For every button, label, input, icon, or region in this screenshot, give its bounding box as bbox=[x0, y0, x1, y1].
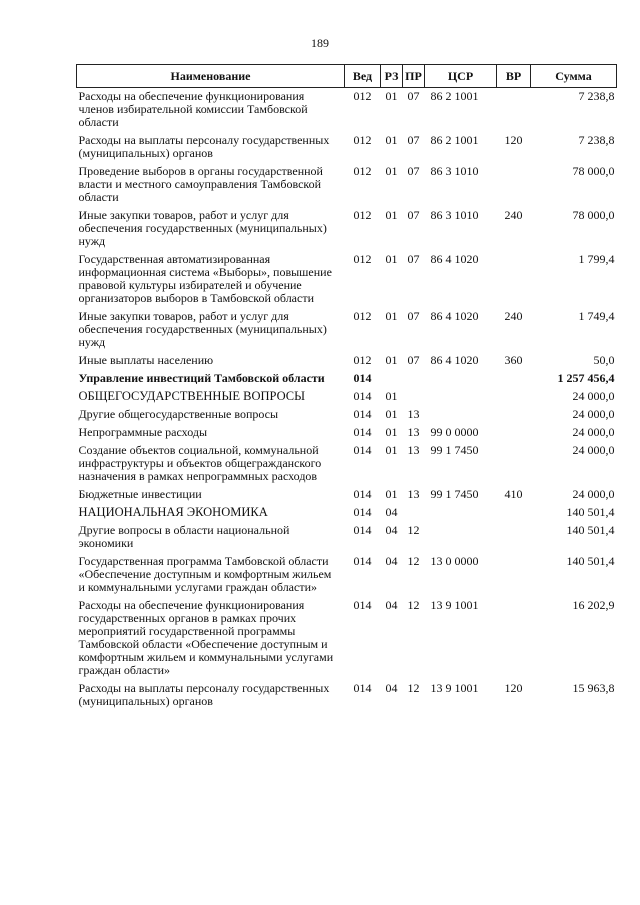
cell-pr: 07 bbox=[407, 133, 420, 147]
cell-ved: 014 bbox=[353, 443, 372, 457]
cell-ved: 014 bbox=[353, 425, 372, 439]
cell-ved: 012 bbox=[353, 89, 372, 103]
cell-pr: 12 bbox=[407, 598, 420, 612]
cell-ved: 014 bbox=[353, 598, 372, 612]
table-header-row bbox=[77, 65, 617, 88]
cell-vr bbox=[497, 442, 531, 486]
table-row bbox=[77, 442, 617, 486]
cell-name: ОБЩЕГОСУДАРСТВЕННЫЕ ВОПРОСЫ bbox=[78, 389, 306, 403]
table-row bbox=[77, 370, 617, 388]
cell-ved: 012 bbox=[353, 252, 372, 266]
cell-vr bbox=[497, 424, 531, 442]
table-row bbox=[77, 251, 617, 308]
cell-pr bbox=[403, 370, 425, 388]
cell-ved: 014 bbox=[353, 681, 372, 695]
cell-rz: 04 bbox=[385, 523, 398, 537]
cell-pr: 13 bbox=[407, 487, 420, 501]
cell-rz: 01 bbox=[385, 309, 398, 323]
cell-pr bbox=[403, 504, 425, 522]
table-row bbox=[77, 406, 617, 424]
cell-ved: 014 bbox=[353, 505, 372, 519]
cell-csr: 99 1 7450 bbox=[430, 487, 479, 501]
cell-rz bbox=[381, 370, 403, 388]
table-row bbox=[77, 522, 617, 553]
cell-pr: 13 bbox=[407, 425, 420, 439]
header-csr: ЦСР bbox=[425, 65, 497, 88]
cell-ved: 012 bbox=[353, 133, 372, 147]
cell-vr bbox=[497, 163, 531, 207]
cell-rz: 01 bbox=[385, 208, 398, 222]
table-row bbox=[77, 352, 617, 370]
cell-rz: 01 bbox=[385, 133, 398, 147]
cell-ved: 012 bbox=[353, 309, 372, 323]
cell-sum: 78 000,0 bbox=[572, 164, 615, 178]
cell-sum: 16 202,9 bbox=[572, 598, 615, 612]
cell-vr bbox=[497, 553, 531, 597]
cell-sum: 24 000,0 bbox=[572, 425, 615, 439]
table-row bbox=[77, 424, 617, 442]
cell-rz: 01 bbox=[385, 252, 398, 266]
cell-sum: 78 000,0 bbox=[572, 208, 615, 222]
cell-rz: 01 bbox=[385, 425, 398, 439]
page-number: 189 bbox=[311, 36, 329, 50]
table-row bbox=[77, 163, 617, 207]
cell-name: Бюджетные инвестиции bbox=[78, 487, 202, 501]
cell-vr bbox=[497, 406, 531, 424]
cell-csr bbox=[425, 388, 497, 406]
cell-ved: 014 bbox=[353, 554, 372, 568]
cell-vr bbox=[497, 522, 531, 553]
table-row bbox=[77, 553, 617, 597]
cell-vr: 240 bbox=[504, 309, 523, 323]
cell-csr: 86 4 1020 bbox=[430, 353, 479, 367]
cell-rz: 04 bbox=[385, 681, 398, 695]
cell-sum: 1 799,4 bbox=[578, 252, 615, 266]
cell-csr: 86 4 1020 bbox=[430, 309, 479, 323]
cell-csr: 13 0 0000 bbox=[430, 554, 479, 568]
cell-vr: 360 bbox=[504, 353, 523, 367]
cell-sum: 140 501,4 bbox=[566, 523, 615, 537]
cell-csr bbox=[425, 522, 497, 553]
cell-vr bbox=[497, 388, 531, 406]
cell-csr bbox=[425, 406, 497, 424]
table-row bbox=[77, 597, 617, 680]
table-row bbox=[77, 308, 617, 352]
cell-vr bbox=[497, 370, 531, 388]
table-row bbox=[77, 680, 617, 711]
cell-sum: 24 000,0 bbox=[572, 389, 615, 403]
cell-pr bbox=[403, 388, 425, 406]
cell-vr bbox=[497, 251, 531, 308]
cell-csr: 99 0 0000 bbox=[430, 425, 479, 439]
cell-rz: 04 bbox=[385, 598, 398, 612]
cell-csr: 86 2 1001 bbox=[430, 133, 479, 147]
header-ved: Вед bbox=[345, 65, 381, 88]
cell-sum: 1 257 456,4 bbox=[557, 371, 615, 385]
cell-name: НАЦИОНАЛЬНАЯ ЭКОНОМИКА bbox=[78, 505, 268, 519]
cell-vr bbox=[497, 504, 531, 522]
table-row bbox=[77, 388, 617, 406]
cell-vr: 120 bbox=[504, 133, 523, 147]
table-row bbox=[77, 88, 617, 133]
cell-pr: 07 bbox=[407, 309, 420, 323]
cell-ved: 014 bbox=[353, 523, 372, 537]
header-sum: Сумма bbox=[531, 65, 617, 88]
cell-pr: 12 bbox=[407, 681, 420, 695]
cell-csr: 86 3 1010 bbox=[430, 164, 479, 178]
cell-ved: 012 bbox=[353, 164, 372, 178]
cell-sum: 7 238,8 bbox=[578, 89, 615, 103]
cell-vr: 410 bbox=[504, 487, 523, 501]
cell-csr: 86 4 1020 bbox=[430, 252, 479, 266]
cell-vr bbox=[497, 597, 531, 680]
cell-csr: 13 9 1001 bbox=[430, 598, 479, 612]
cell-ved: 014 bbox=[353, 407, 372, 421]
header-name: Наименование bbox=[77, 65, 345, 88]
cell-csr: 86 2 1001 bbox=[430, 89, 479, 103]
cell-name: Создание объектов социальной, коммунальной инфраструктуры и объектов общегражданского назначения в рамках непрограммных расходов bbox=[78, 443, 322, 483]
cell-csr bbox=[425, 370, 497, 388]
table-row bbox=[77, 504, 617, 522]
budget-table bbox=[76, 64, 617, 711]
cell-sum: 140 501,4 bbox=[566, 554, 615, 568]
table-row bbox=[77, 132, 617, 163]
cell-rz: 01 bbox=[385, 407, 398, 421]
cell-rz: 04 bbox=[385, 505, 398, 519]
cell-ved: 012 bbox=[353, 353, 372, 367]
cell-sum: 24 000,0 bbox=[572, 407, 615, 421]
cell-vr: 240 bbox=[504, 208, 523, 222]
cell-pr: 07 bbox=[407, 164, 420, 178]
cell-sum: 24 000,0 bbox=[572, 443, 615, 457]
cell-pr: 07 bbox=[407, 252, 420, 266]
cell-name: Непрограммные расходы bbox=[78, 425, 208, 439]
cell-sum: 24 000,0 bbox=[572, 487, 615, 501]
header-rz: РЗ bbox=[381, 65, 403, 88]
cell-vr bbox=[497, 88, 531, 133]
table-row bbox=[77, 486, 617, 504]
cell-rz: 04 bbox=[385, 554, 398, 568]
cell-pr: 13 bbox=[407, 407, 420, 421]
cell-vr: 120 bbox=[504, 681, 523, 695]
cell-sum: 1 749,4 bbox=[578, 309, 615, 323]
cell-name: Проведение выборов в органы государственной власти и местного самоуправления Тамбовской области bbox=[78, 164, 323, 204]
cell-sum: 7 238,8 bbox=[578, 133, 615, 147]
cell-name: Иные закупки товаров, работ и услуг для обеспечения государственных (муниципальных) нужд bbox=[78, 208, 327, 248]
cell-ved: 012 bbox=[353, 208, 372, 222]
cell-rz: 01 bbox=[385, 353, 398, 367]
cell-csr bbox=[425, 504, 497, 522]
header-pr: ПР bbox=[403, 65, 425, 88]
table-row bbox=[77, 207, 617, 251]
cell-csr: 13 9 1001 bbox=[430, 681, 479, 695]
cell-csr: 99 1 7450 bbox=[430, 443, 479, 457]
cell-sum: 140 501,4 bbox=[566, 505, 615, 519]
cell-ved: 014 bbox=[353, 487, 372, 501]
cell-rz: 01 bbox=[385, 164, 398, 178]
cell-pr: 07 bbox=[407, 353, 420, 367]
cell-name: Иные закупки товаров, работ и услуг для обеспечения государственных (муниципальных) нужд bbox=[78, 309, 327, 349]
cell-name: Государственная программа Тамбовской области «Обеспечение доступным и комфортным жильем и коммунальными услугами граждан области» bbox=[78, 554, 332, 594]
cell-pr: 13 bbox=[407, 443, 420, 457]
cell-name: Расходы на обеспечение функционирования членов избирательной комиссии Тамбовской области bbox=[78, 89, 308, 129]
cell-name: Управление инвестиций Тамбовской области bbox=[78, 371, 325, 385]
cell-csr: 86 3 1010 bbox=[430, 208, 479, 222]
cell-rz: 01 bbox=[385, 389, 398, 403]
cell-sum: 15 963,8 bbox=[572, 681, 615, 695]
cell-name: Другие общегосударственные вопросы bbox=[78, 407, 279, 421]
cell-pr: 07 bbox=[407, 89, 420, 103]
header-vr: ВР bbox=[497, 65, 531, 88]
cell-rz: 01 bbox=[385, 89, 398, 103]
cell-name: Расходы на выплаты персоналу государственных (муниципальных) органов bbox=[78, 681, 330, 708]
cell-pr: 07 bbox=[407, 208, 420, 222]
cell-pr: 12 bbox=[407, 523, 420, 537]
cell-rz: 01 bbox=[385, 443, 398, 457]
cell-name: Другие вопросы в области национальной экономики bbox=[78, 523, 290, 550]
cell-name: Расходы на выплаты персоналу государственных (муниципальных) органов bbox=[78, 133, 330, 160]
cell-name: Государственная автоматизированная информационная система «Выборы», повышение правовой культуры избирателей и обучение организаторов выборов в Тамбовской области bbox=[78, 252, 332, 305]
cell-sum: 50,0 bbox=[593, 353, 615, 367]
cell-name: Иные выплаты населению bbox=[78, 353, 214, 367]
cell-rz: 01 bbox=[385, 487, 398, 501]
cell-name: Расходы на обеспечение функционирования государственных органов в рамках прочих мероприятий государственной программы Тамбовской области «Обеспечение доступным и комфортным жильем и коммунальными услугами граждан области» bbox=[78, 598, 334, 677]
cell-pr: 12 bbox=[407, 554, 420, 568]
cell-ved: 014 bbox=[353, 371, 372, 385]
cell-ved: 014 bbox=[353, 389, 372, 403]
